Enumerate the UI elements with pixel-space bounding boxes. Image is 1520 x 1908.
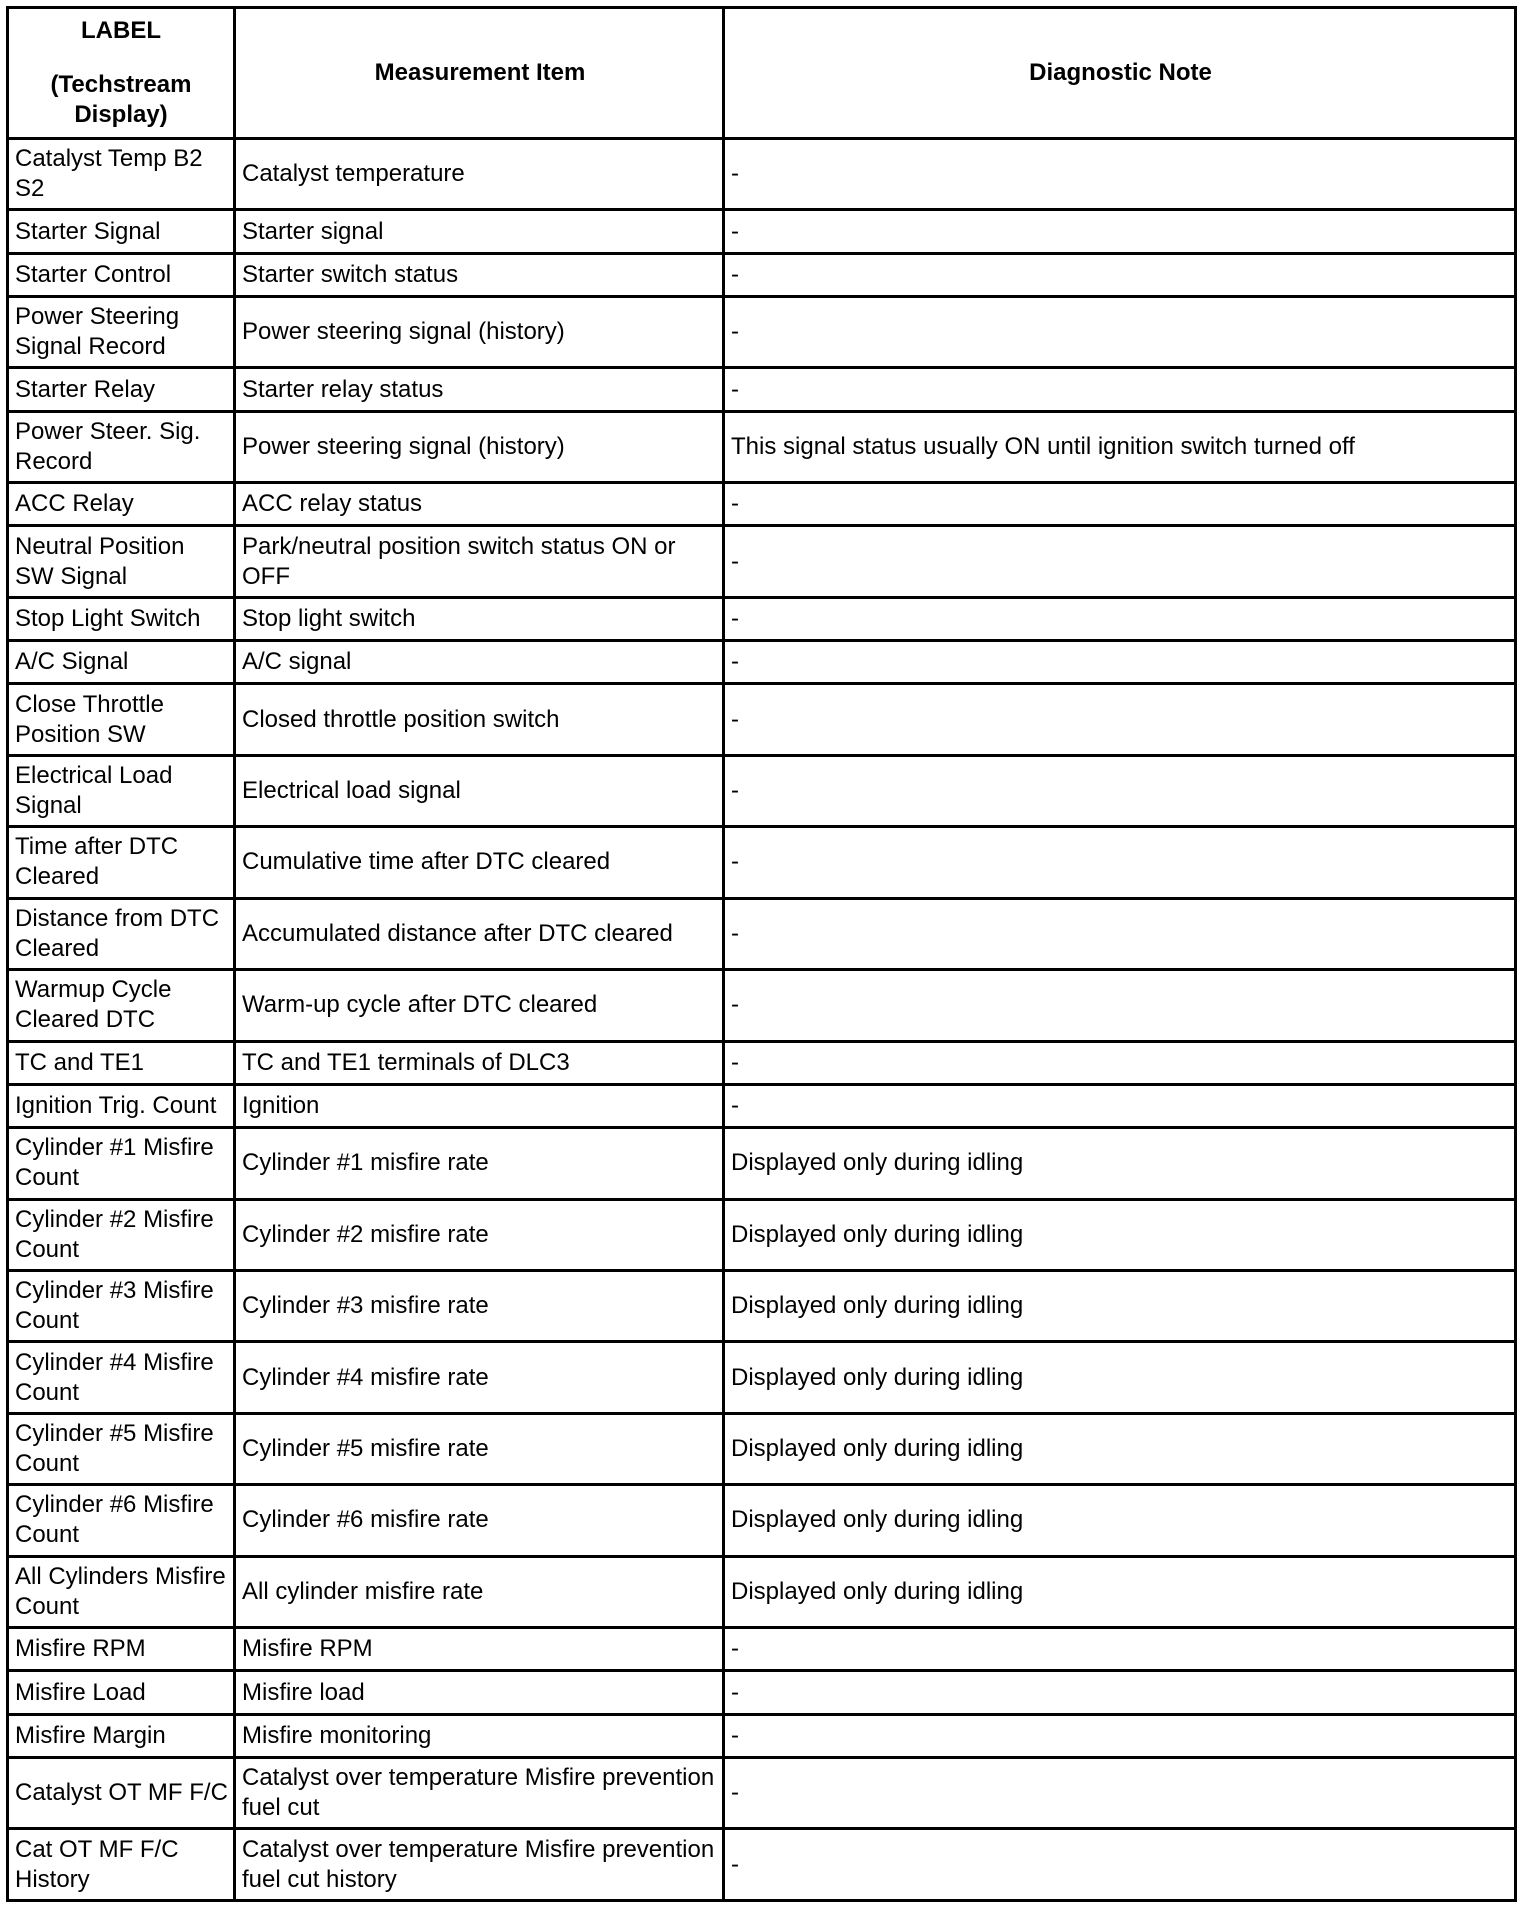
table-row bbox=[8, 253, 1516, 296]
label-cell: Ignition Trig. Count bbox=[8, 1084, 235, 1127]
label-cell: Cat OT MF F/C History bbox=[8, 1829, 235, 1901]
item-cell: Cylinder #1 misfire rate bbox=[235, 1128, 724, 1199]
note-cell: This signal status usually ON until ignition switch turned off bbox=[724, 411, 1516, 482]
table-row bbox=[8, 1757, 1516, 1828]
label-cell: Cylinder #2 Misfire Count bbox=[8, 1199, 235, 1270]
note-cell: - bbox=[724, 597, 1516, 640]
table-row bbox=[8, 1270, 1516, 1341]
table-row bbox=[8, 827, 1516, 898]
label-cell: Electrical Load Signal bbox=[8, 755, 235, 826]
item-cell: Ignition bbox=[235, 1084, 724, 1127]
note-cell: Displayed only during idling bbox=[724, 1270, 1516, 1341]
note-cell: - bbox=[724, 368, 1516, 411]
label-cell: Cylinder #1 Misfire Count bbox=[8, 1128, 235, 1199]
note-cell: - bbox=[724, 1671, 1516, 1714]
label-cell: Cylinder #6 Misfire Count bbox=[8, 1485, 235, 1556]
note-cell: Displayed only during idling bbox=[724, 1413, 1516, 1484]
label-cell: Starter Relay bbox=[8, 368, 235, 411]
table-row bbox=[8, 368, 1516, 411]
note-cell: - bbox=[724, 483, 1516, 526]
item-cell: Electrical load signal bbox=[235, 755, 724, 826]
item-cell: Catalyst temperature bbox=[235, 139, 724, 210]
table-row bbox=[8, 1671, 1516, 1714]
table-row bbox=[8, 641, 1516, 684]
note-cell: - bbox=[724, 970, 1516, 1041]
table-row bbox=[8, 1084, 1516, 1127]
note-cell: - bbox=[724, 526, 1516, 597]
item-cell: Accumulated distance after DTC cleared bbox=[235, 898, 724, 969]
table-row bbox=[8, 1556, 1516, 1627]
item-cell: Power steering signal (history) bbox=[235, 296, 724, 367]
note-cell: - bbox=[724, 139, 1516, 210]
label-cell: Starter Signal bbox=[8, 210, 235, 253]
note-cell: Displayed only during idling bbox=[724, 1342, 1516, 1413]
table-row bbox=[8, 755, 1516, 826]
note-cell: - bbox=[724, 1041, 1516, 1084]
item-cell: Starter relay status bbox=[235, 368, 724, 411]
label-cell: Cylinder #4 Misfire Count bbox=[8, 1342, 235, 1413]
label-cell: Distance from DTC Cleared bbox=[8, 898, 235, 969]
item-cell: Starter signal bbox=[235, 210, 724, 253]
item-cell: Warm-up cycle after DTC cleared bbox=[235, 970, 724, 1041]
item-cell: Misfire monitoring bbox=[235, 1714, 724, 1757]
item-cell: Starter switch status bbox=[235, 253, 724, 296]
item-cell: Misfire RPM bbox=[235, 1628, 724, 1671]
note-cell: - bbox=[724, 210, 1516, 253]
table-row bbox=[8, 1485, 1516, 1556]
note-cell: - bbox=[724, 1714, 1516, 1757]
item-cell: ACC relay status bbox=[235, 483, 724, 526]
label-cell: Power Steer. Sig. Record bbox=[8, 411, 235, 482]
label-cell: Catalyst OT MF F/C bbox=[8, 1757, 235, 1828]
note-cell: Displayed only during idling bbox=[724, 1199, 1516, 1270]
note-cell: - bbox=[724, 1084, 1516, 1127]
note-cell: Displayed only during idling bbox=[724, 1556, 1516, 1627]
label-cell: Cylinder #3 Misfire Count bbox=[8, 1270, 235, 1341]
note-cell: - bbox=[724, 253, 1516, 296]
table-row bbox=[8, 296, 1516, 367]
table-row bbox=[8, 597, 1516, 640]
label-cell: All Cylinders Misfire Count bbox=[8, 1556, 235, 1627]
note-cell: - bbox=[724, 684, 1516, 755]
label-cell: Warmup Cycle Cleared DTC bbox=[8, 970, 235, 1041]
item-cell: Stop light switch bbox=[235, 597, 724, 640]
table-row bbox=[8, 411, 1516, 482]
label-cell: Misfire Load bbox=[8, 1671, 235, 1714]
table-row bbox=[8, 1714, 1516, 1757]
table-row bbox=[8, 1342, 1516, 1413]
table-row bbox=[8, 139, 1516, 210]
table-row bbox=[8, 1128, 1516, 1199]
table-row bbox=[8, 684, 1516, 755]
note-cell: Displayed only during idling bbox=[724, 1485, 1516, 1556]
label-cell: Neutral Position SW Signal bbox=[8, 526, 235, 597]
table-header-row bbox=[8, 8, 1516, 139]
table-row bbox=[8, 898, 1516, 969]
item-cell: Closed throttle position switch bbox=[235, 684, 724, 755]
item-cell: Cumulative time after DTC cleared bbox=[235, 827, 724, 898]
item-cell: TC and TE1 terminals of DLC3 bbox=[235, 1041, 724, 1084]
table-row bbox=[8, 526, 1516, 597]
table-row bbox=[8, 1628, 1516, 1671]
item-cell: All cylinder misfire rate bbox=[235, 1556, 724, 1627]
note-cell: - bbox=[724, 296, 1516, 367]
note-cell: - bbox=[724, 1628, 1516, 1671]
table-row bbox=[8, 483, 1516, 526]
note-cell: - bbox=[724, 827, 1516, 898]
label-cell: TC and TE1 bbox=[8, 1041, 235, 1084]
header-diagnostic-note: Diagnostic Note bbox=[724, 8, 1516, 139]
item-cell: Cylinder #3 misfire rate bbox=[235, 1270, 724, 1341]
label-cell: Catalyst Temp B2 S2 bbox=[8, 139, 235, 210]
note-cell: Displayed only during idling bbox=[724, 1128, 1516, 1199]
table-row bbox=[8, 1199, 1516, 1270]
label-cell: Stop Light Switch bbox=[8, 597, 235, 640]
table-row bbox=[8, 1413, 1516, 1484]
item-cell: Cylinder #2 misfire rate bbox=[235, 1199, 724, 1270]
table-row bbox=[8, 1041, 1516, 1084]
note-cell: - bbox=[724, 755, 1516, 826]
table-row bbox=[8, 970, 1516, 1041]
note-cell: - bbox=[724, 1757, 1516, 1828]
note-cell: - bbox=[724, 898, 1516, 969]
item-cell: Catalyst over temperature Misfire prevention fuel cut bbox=[235, 1757, 724, 1828]
header-label-line2: (Techstream bbox=[50, 71, 192, 98]
label-cell: Close Throttle Position SW bbox=[8, 684, 235, 755]
table-row bbox=[8, 210, 1516, 253]
item-cell: Power steering signal (history) bbox=[235, 411, 724, 482]
note-cell: - bbox=[724, 641, 1516, 684]
table-row bbox=[8, 1829, 1516, 1901]
item-cell: Cylinder #5 misfire rate bbox=[235, 1413, 724, 1484]
header-label-line1: LABEL bbox=[81, 17, 161, 44]
label-cell: ACC Relay bbox=[8, 483, 235, 526]
item-cell: Catalyst over temperature Misfire prevention fuel cut history bbox=[235, 1829, 724, 1901]
label-cell: Starter Control bbox=[8, 253, 235, 296]
note-cell: - bbox=[724, 1829, 1516, 1901]
item-cell: A/C signal bbox=[235, 641, 724, 684]
label-cell: Cylinder #5 Misfire Count bbox=[8, 1413, 235, 1484]
item-cell: Cylinder #6 misfire rate bbox=[235, 1485, 724, 1556]
header-label bbox=[8, 8, 235, 139]
item-cell: Park/neutral position switch status ON or OFF bbox=[235, 526, 724, 597]
label-cell: Time after DTC Cleared bbox=[8, 827, 235, 898]
label-cell: Power Steering Signal Record bbox=[8, 296, 235, 367]
item-cell: Cylinder #4 misfire rate bbox=[235, 1342, 724, 1413]
data-list-document bbox=[6, 6, 1514, 1902]
label-cell: Misfire RPM bbox=[8, 1628, 235, 1671]
header-label-line3: Display) bbox=[74, 101, 168, 128]
data-list-table bbox=[6, 6, 1517, 1902]
header-measurement-item: Measurement Item bbox=[235, 8, 724, 139]
label-cell: Misfire Margin bbox=[8, 1714, 235, 1757]
label-cell: A/C Signal bbox=[8, 641, 235, 684]
item-cell: Misfire load bbox=[235, 1671, 724, 1714]
